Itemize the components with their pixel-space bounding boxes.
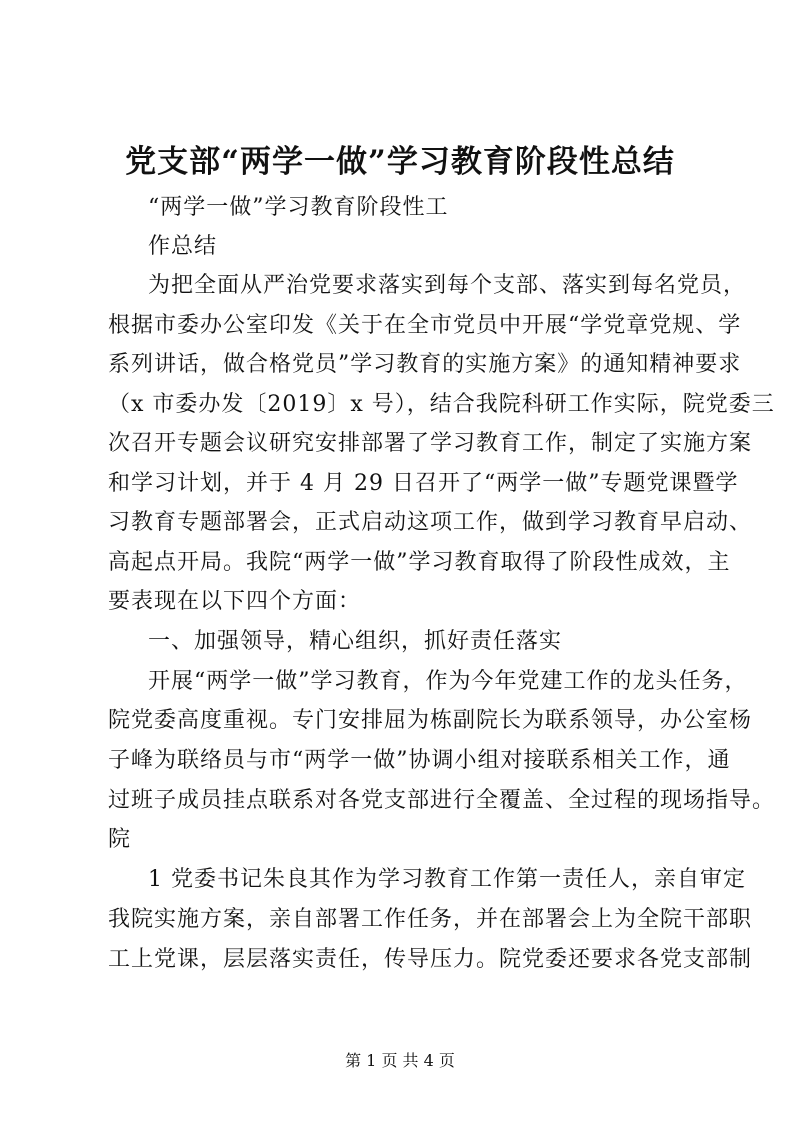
paragraph-1-line-3: 系列讲话，做合格党员”学习教育的实施方案》的通知精神要求 bbox=[108, 352, 742, 377]
subtitle-line-2: 作总结 bbox=[148, 234, 218, 259]
paragraph-2-line-3: 子峰为联络员与市“两学一做”协调小组对接联系相关工作，通 bbox=[108, 748, 731, 773]
paragraph-1-line-8: 高起点开局。我院“两学一做”学习教育取得了阶段性成效，主 bbox=[108, 550, 731, 575]
subtitle-line-1: “两学一做”学习教育阶段性工 bbox=[148, 195, 449, 220]
paragraph-2-line-1: 开展“两学一做”学习教育，作为今年党建工作的龙头任务， bbox=[148, 669, 748, 694]
paragraph-1-line-7: 习教育专题部署会，正式启动这项工作，做到学习教育早启动、 bbox=[108, 510, 753, 535]
page-number-footer: 第 1 页 共 4 页 bbox=[345, 1051, 455, 1070]
paragraph-3-line-2: 我院实施方案，亲自部署工作任务，并在部署会上为全院干部职 bbox=[108, 907, 753, 932]
paragraph-1-line-1: 为把全面从严治党要求落实到每个支部、落实到每名党员， bbox=[148, 273, 747, 298]
paragraph-1-line-5: 次召开专题会议研究安排部署了学习教育工作，制定了实施方案 bbox=[108, 431, 753, 456]
paragraph-2-line-2: 院党委高度重视。专门安排屈为栋副院长为联系领导，办公室杨 bbox=[108, 708, 753, 733]
document-title: 党支部“两学一做”学习教育阶段性总结 bbox=[125, 144, 675, 180]
paragraph-3-line-1: 1 党委书记朱良其作为学习教育工作第一责任人，亲自审定 bbox=[148, 867, 746, 892]
section-heading-1: 一、加强领导，精心组织，抓好责任落实 bbox=[148, 629, 563, 654]
paragraph-2-line-5: 院 bbox=[108, 827, 132, 852]
paragraph-1-line-2: 根据市委办公室印发《关于在全市党员中开展“学党章党规、学 bbox=[108, 313, 742, 338]
paragraph-1-line-9: 要表现在以下四个方面： bbox=[108, 589, 362, 614]
paragraph-1-line-6: 和学习计划，并于 4 月 29 日召开了“两学一做”专题党课暨学 bbox=[108, 471, 739, 496]
paragraph-2-line-4: 过班子成员挂点联系对各党支部进行全覆盖、全过程的现场指导。 bbox=[108, 788, 776, 813]
paragraph-1-line-4: （x 市委办发〔2019〕x 号），结合我院科研工作实际，院党委三 bbox=[108, 392, 775, 417]
paragraph-3-line-3: 工上党课，层层落实责任，传导压力。院党委还要求各党支部制 bbox=[108, 947, 753, 972]
